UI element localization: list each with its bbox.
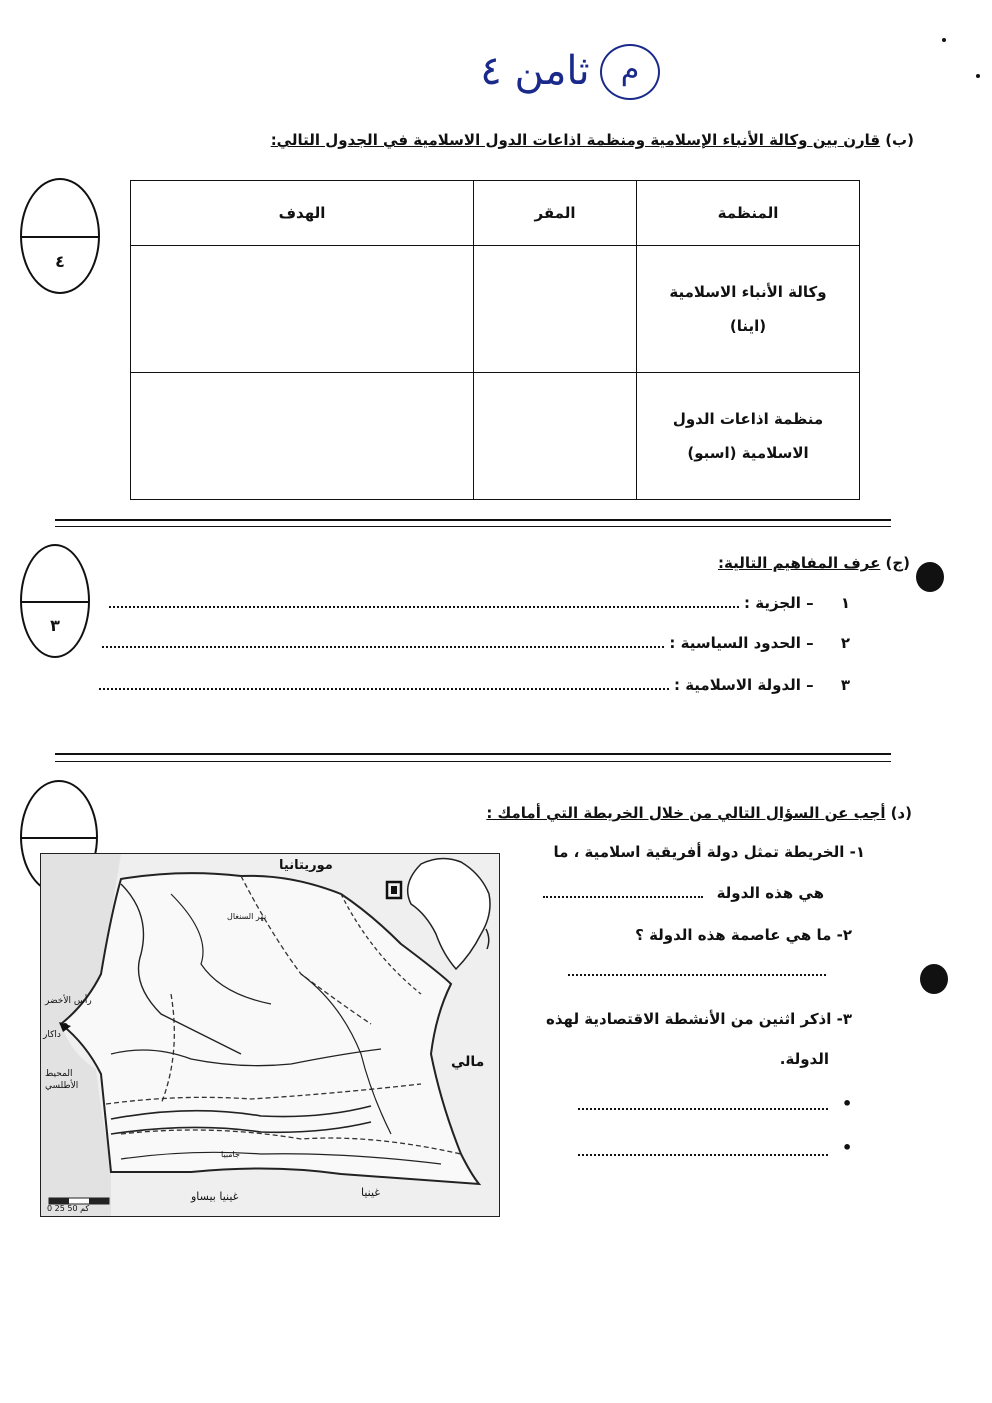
org-abbr: (اينا)	[729, 317, 767, 335]
question-1-answer-line[interactable]	[543, 884, 703, 898]
question-3-line-2: الدولة.	[779, 1050, 829, 1068]
org-name: منظمة اذاعات الدول	[672, 410, 824, 428]
senegal-map	[40, 853, 500, 1217]
answer-bullet: •	[842, 1094, 853, 1113]
map-label-river: نهر السنغال	[227, 912, 267, 921]
map-label-capital: داكار	[43, 1030, 61, 1040]
map-drawing	[41, 854, 499, 1216]
question-3-answer-line[interactable]	[578, 1154, 828, 1156]
section-divider-thin	[55, 526, 891, 527]
section-c-prefix: (ج)	[885, 554, 910, 572]
definition-label: – الدولة الاسلامية :	[673, 676, 814, 694]
table-row	[131, 373, 860, 500]
handwritten-grade: ثامن ٤	[480, 48, 590, 94]
section-c-score-circle	[20, 544, 90, 658]
score-divider	[22, 601, 88, 603]
org-name: وكالة الأنباء الاسلامية	[669, 283, 827, 301]
map-label-guinea-bissau: غينيا بيساو	[191, 1190, 239, 1203]
section-b-score: ٤	[55, 252, 65, 271]
definition-item	[109, 594, 850, 612]
definition-label: – الجزية :	[744, 594, 814, 612]
question-3-answer-line[interactable]	[578, 1108, 828, 1110]
ink-blot	[916, 562, 944, 592]
header-goal: الهدف	[131, 181, 474, 246]
circled-letter-text: م	[620, 52, 640, 87]
section-divider	[55, 753, 891, 755]
section-c-score: ٣	[50, 616, 60, 635]
answer-bullet: •	[842, 1138, 853, 1157]
hq-cell[interactable]	[474, 373, 637, 500]
score-divider	[22, 837, 96, 839]
question-2-answer-line[interactable]	[568, 974, 826, 976]
definition-answer-line[interactable]	[102, 634, 664, 648]
section-b-prefix: (ب)	[885, 131, 914, 149]
speck-dot	[942, 38, 946, 42]
definition-answer-line[interactable]	[109, 594, 739, 608]
map-label-gambia: جامبيا	[221, 1150, 240, 1159]
goal-cell[interactable]	[131, 373, 474, 500]
section-c-heading	[718, 553, 910, 572]
table-row	[131, 246, 860, 373]
table-header-row	[131, 181, 860, 246]
section-b-heading	[271, 130, 914, 149]
section-c-title: عرف المفاهيم التالية:	[718, 554, 881, 572]
comparison-table	[130, 180, 860, 500]
section-d-title: أجب عن السؤال التالي من خلال الخريطة التي أمامك :	[486, 804, 886, 822]
question-1-line-1: ١- الخريطة تمثل دولة أفريقية اسلامية ، ما	[553, 843, 865, 861]
map-label-cape: رأس الأخضر	[45, 996, 92, 1006]
section-divider	[55, 519, 891, 521]
definition-answer-line[interactable]	[99, 676, 669, 690]
header-org: المنظمة	[637, 181, 860, 246]
map-label-guinea: غينيا	[361, 1186, 381, 1199]
goal-cell[interactable]	[131, 246, 474, 373]
section-d-heading	[486, 803, 912, 822]
question-1-text: هي هذه الدولة	[716, 884, 824, 902]
score-divider	[22, 236, 98, 238]
definition-num: ٢	[840, 634, 850, 652]
map-scale-label: 0 25 50 كم	[47, 1204, 90, 1213]
map-label-east: مالي	[451, 1054, 485, 1070]
definition-num: ١	[840, 594, 850, 612]
org-cell	[637, 373, 860, 500]
section-divider-thin	[55, 761, 891, 762]
section-b-title: قارن بين وكالة الأنباء الإسلامية ومنظمة اذاعات الدول الاسلامية في الجدول التالي:	[270, 131, 881, 149]
definition-item	[102, 634, 850, 652]
question-3-line-1: ٣- اذكر اثنين من الأنشطة الاقتصادية لهذه	[546, 1010, 852, 1028]
definition-num: ٣	[840, 676, 850, 694]
definition-label: – الحدود السياسية :	[669, 634, 814, 652]
org-abbr: الاسلامية (اسبو)	[687, 444, 809, 462]
question-1-line-2	[543, 884, 824, 902]
section-d-prefix: (د)	[890, 804, 912, 822]
section-b-score-circle	[20, 178, 100, 294]
map-label-ocean: المحيط الأطلسي	[45, 1069, 79, 1091]
header-hq: المقر	[474, 181, 637, 246]
question-2: ٢- ما هي عاصمة هذه الدولة ؟	[635, 926, 852, 944]
speck-dot	[976, 74, 980, 78]
map-label-north: موريتانيا	[279, 858, 333, 873]
ink-blot	[920, 964, 948, 994]
definition-item	[99, 676, 850, 694]
circled-letter	[600, 44, 660, 100]
hq-cell[interactable]	[474, 246, 637, 373]
org-cell	[637, 246, 860, 373]
